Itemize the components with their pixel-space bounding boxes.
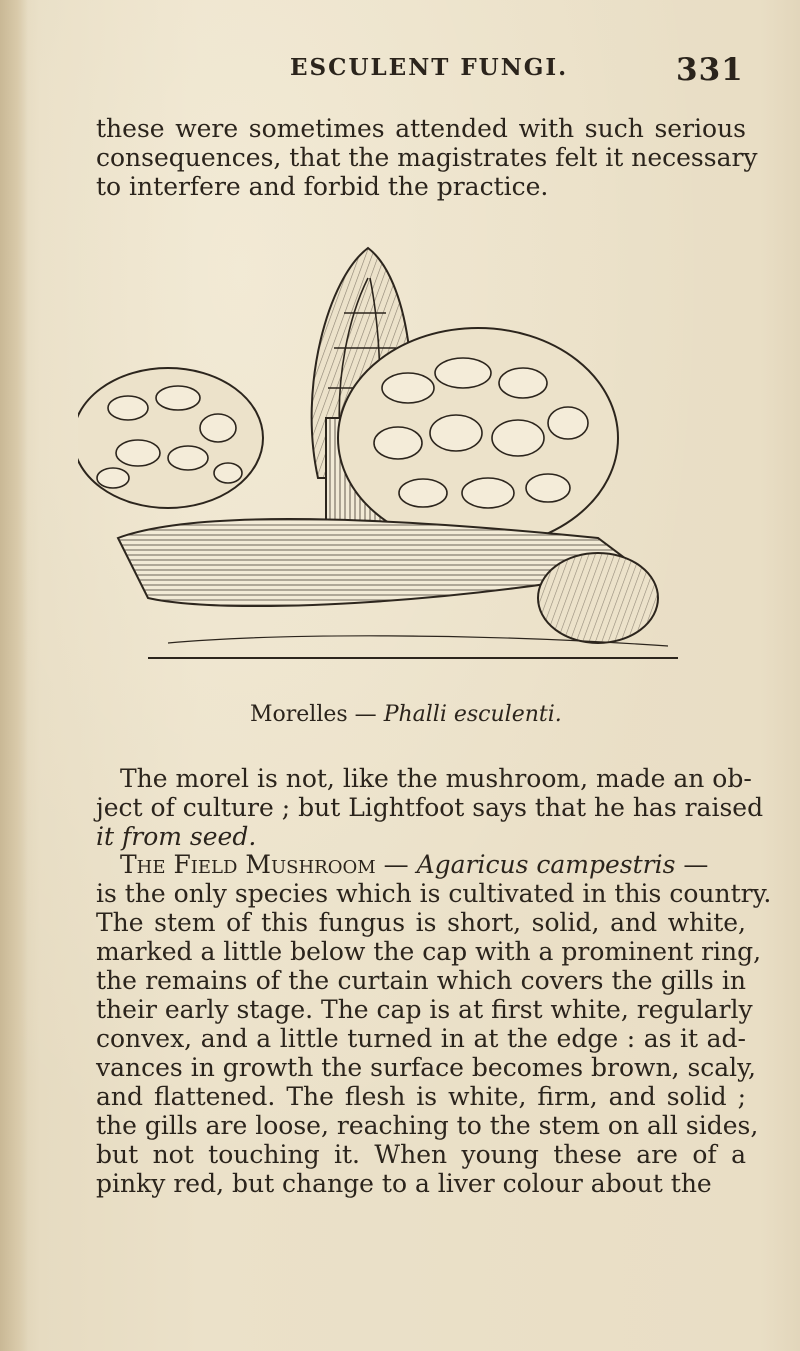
morel-illustration xyxy=(78,238,688,684)
running-head: ESCULENT FUNGI. xyxy=(290,54,569,81)
text-line: these were sometimes attended with such serious xyxy=(96,114,746,143)
page-number: 331 xyxy=(676,52,744,88)
caption-main: Morelles — xyxy=(250,702,377,727)
page-gutter-shadow xyxy=(0,0,28,1351)
morel-engraving-icon xyxy=(78,238,688,684)
lead-dash: — xyxy=(675,850,709,879)
text-line: consequences, that the magistrates felt it necessary xyxy=(96,143,758,172)
caption-latin: Phalli esculenti. xyxy=(383,702,562,727)
paragraph-1 xyxy=(96,114,758,201)
page-header xyxy=(0,52,800,92)
text-line: The morel is not, like the mushroom, made an ob- xyxy=(120,764,752,793)
figure-caption xyxy=(250,702,562,727)
paragraph-3 xyxy=(96,850,772,1198)
text-line: it from seed. xyxy=(96,822,257,851)
text-line: convex, and a little turned in at the edge : as it ad- xyxy=(96,1024,746,1053)
text-line: vances in growth the surface becomes brown, scaly, xyxy=(96,1053,756,1082)
text-line: marked a little below the cap with a prominent ring, xyxy=(96,937,762,966)
text-line: their early stage. The cap is at first white, regularly xyxy=(96,995,753,1024)
lead-latin: Agaricus campestris xyxy=(416,850,676,879)
text-line: The stem of this fungus is short, solid, and white, xyxy=(96,908,746,937)
lead-smallcaps: The Field Mushroom — xyxy=(120,850,409,879)
text-line: to interfere and forbid the practice. xyxy=(96,172,549,201)
text-line: the remains of the curtain which covers the gills in xyxy=(96,966,746,995)
text-line: the gills are loose, reaching to the stem on all sides, xyxy=(96,1111,759,1140)
text-line: is the only species which is cultivated in this country. xyxy=(96,879,772,908)
text-line: ject of culture ; but Lightfoot says that he has raised xyxy=(96,793,764,822)
paragraph-2 xyxy=(96,764,764,851)
text-line: pinky red, but change to a liver colour about the xyxy=(96,1169,712,1198)
paragraph-lead xyxy=(96,850,746,879)
text-line: but not touching it. When young these are of a xyxy=(96,1140,746,1169)
text-line: and flattened. The flesh is white, firm, and solid ; xyxy=(96,1082,746,1111)
